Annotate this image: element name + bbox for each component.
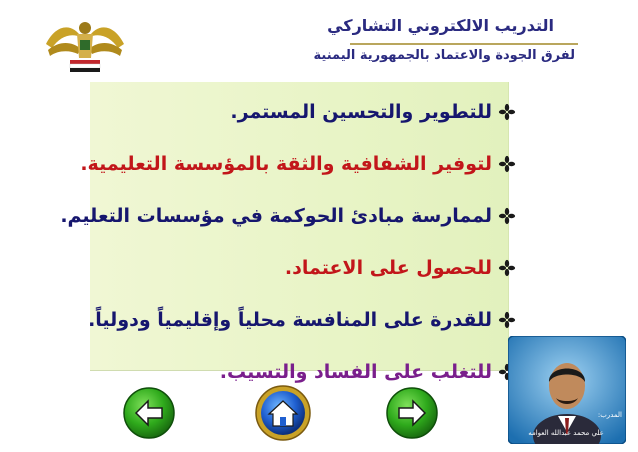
slide-header: [0, 0, 638, 80]
diamond-bullet-icon: [498, 196, 516, 236]
list-item: [96, 248, 516, 300]
side-column: [508, 82, 638, 370]
forward-button[interactable]: [385, 386, 439, 440]
list-item-text: لممارسة مبادئ الحوكمة في مؤسسات التعليم.: [60, 205, 492, 227]
list-item: [96, 92, 516, 144]
list-item-text: لتوفير الشفافية والثقة بالمؤسسة التعليمية.: [80, 153, 492, 175]
diamond-bullet-icon: [498, 92, 516, 132]
back-button[interactable]: [122, 386, 176, 440]
trainer-name: علي محمد عبدالله العوامه: [528, 429, 604, 437]
list-item-text: للتغلب على الفساد والتسيب.: [219, 361, 492, 383]
list-item-text: للتطوير والتحسين المستمر.: [230, 101, 492, 123]
header-title: التدريب الالكتروني التشاركي: [327, 16, 554, 35]
header-subtitle: لفرق الجودة والاعتماد بالجمهورية اليمنية: [313, 48, 575, 63]
list-item-text: للقدرة على المنافسة محلياً وإقليمياً ودولياً.: [88, 309, 492, 331]
list-item: [80, 144, 516, 196]
header-divider: [350, 43, 578, 45]
reasons-list: [60, 92, 516, 404]
list-item-text: للحصول على الاعتماد.: [284, 257, 492, 279]
yemen-emblem-icon: [42, 14, 128, 76]
list-item: [88, 300, 516, 352]
diamond-bullet-icon: [498, 144, 516, 184]
trainer-caption: المدرب:: [597, 411, 622, 419]
home-button[interactable]: [254, 384, 312, 442]
diamond-bullet-icon: [498, 248, 516, 288]
diamond-bullet-icon: [498, 300, 516, 340]
list-item: [60, 196, 516, 248]
